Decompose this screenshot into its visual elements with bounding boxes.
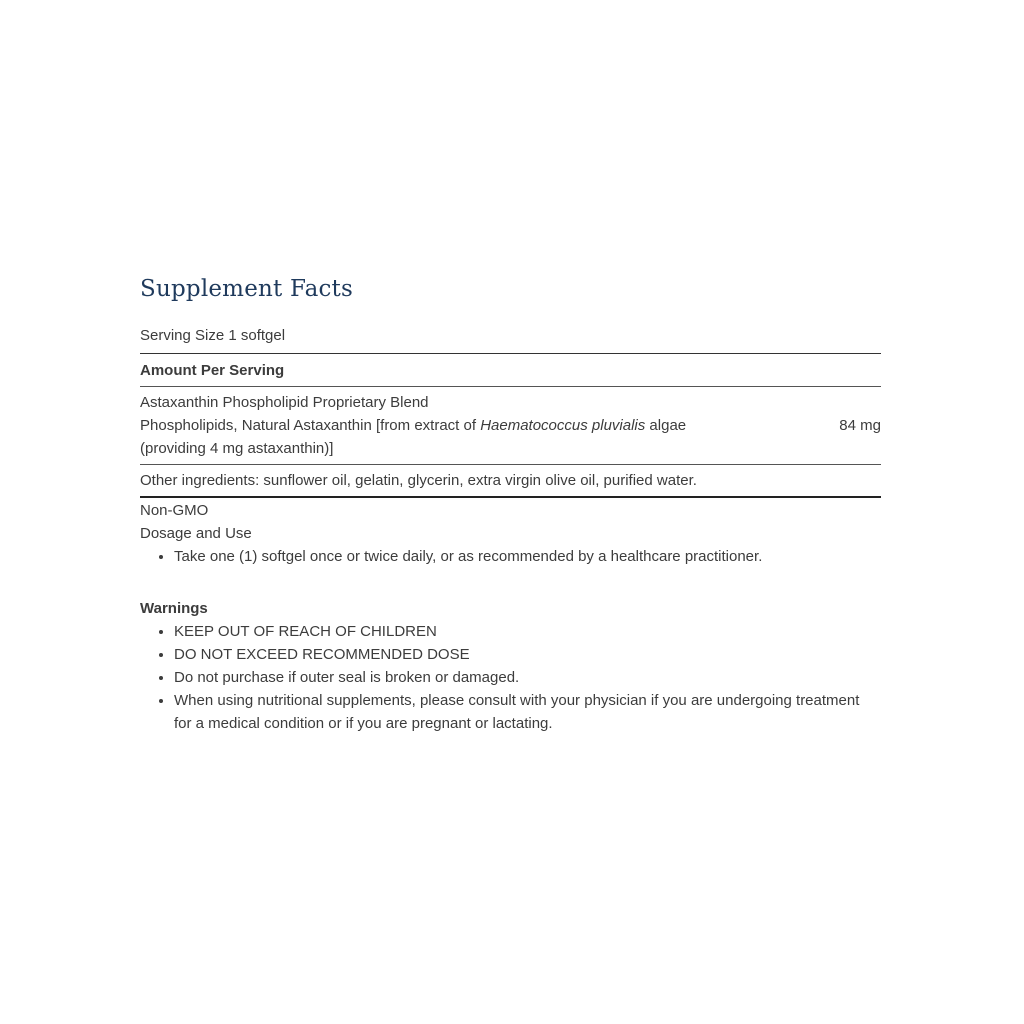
blend-amount: 84 mg: [839, 417, 881, 434]
blend-desc-species: Haematococcus pluvialis: [480, 417, 646, 434]
blend-description-row: [140, 414, 881, 437]
amount-per-serving-header: Amount Per Serving: [140, 354, 881, 387]
blend-row: [140, 387, 881, 465]
page-title: Supplement Facts: [140, 276, 354, 302]
blend-description-line2: (providing 4 mg astaxanthin)]: [140, 440, 334, 457]
other-ingredients: Other ingredients: sunflower oil, gelatin, glycerin, extra virgin olive oil, purified water.: [140, 465, 881, 498]
list-item: • DO NOT EXCEED RECOMMENDED DOSE: [174, 643, 881, 666]
blend-description: [140, 414, 740, 437]
dosage-heading: Dosage and Use: [140, 525, 252, 542]
blend-desc-suffix: algae: [645, 417, 687, 434]
non-gmo-label: Non-GMO: [140, 502, 209, 519]
list-item: • Take one (1) softgel once or twice daily, or as recommended by a healthcare practitioner.: [174, 545, 881, 568]
warnings-list: [140, 620, 881, 735]
blend-name: Astaxanthin Phospholipid Proprietary Blend: [140, 394, 429, 411]
warnings-heading: Warnings: [140, 600, 208, 617]
list-item: • KEEP OUT OF REACH OF CHILDREN: [174, 620, 881, 643]
supplement-facts-panel: [140, 324, 881, 735]
additional-info: [140, 498, 881, 735]
list-item: • When using nutritional supplements, please consult with your physician if you are undergoing treatment for a medical condition or if you are pregnant or lactating.: [174, 689, 881, 735]
list-item: • Do not purchase if outer seal is broken or damaged.: [174, 666, 881, 689]
dosage-list: [140, 545, 881, 568]
serving-size: Serving Size 1 softgel: [140, 324, 881, 354]
blend-desc-prefix: Phospholipids, Natural Astaxanthin [from extract of: [140, 417, 481, 434]
